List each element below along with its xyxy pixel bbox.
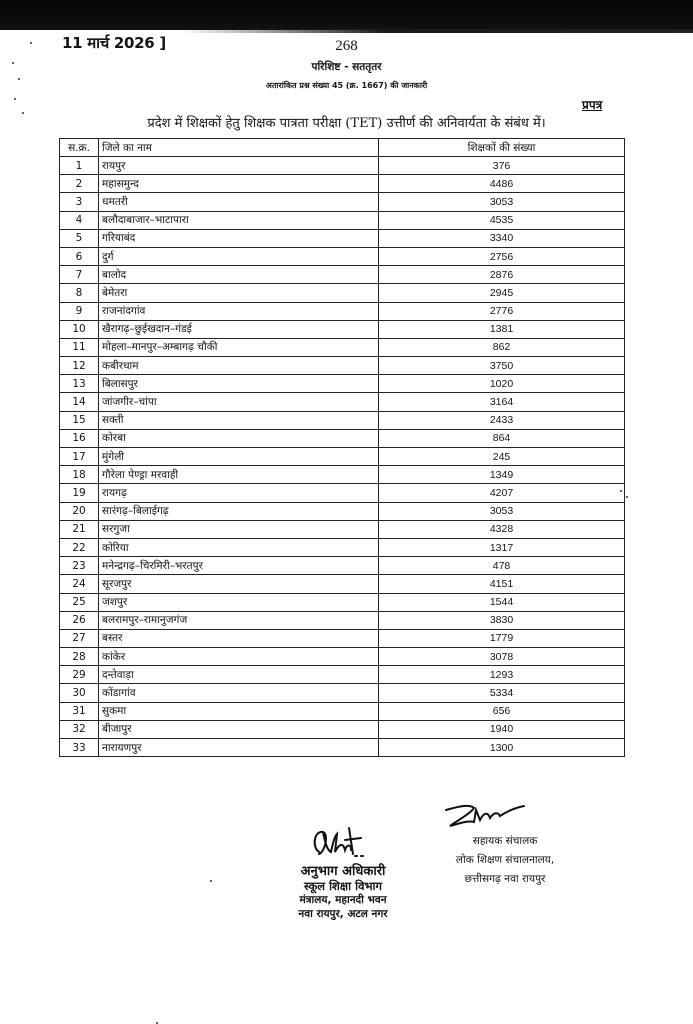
row-district-name: महासमुन्द	[99, 175, 379, 193]
table-row	[60, 557, 625, 575]
row-district-name: बीजापुर	[99, 720, 379, 738]
row-serial: 25	[60, 593, 99, 611]
row-district-name: बालोद	[99, 266, 379, 284]
row-serial: 23	[60, 557, 99, 575]
row-serial: 5	[60, 229, 99, 247]
table-row	[60, 375, 625, 393]
table-row	[60, 502, 625, 520]
document-heading: प्रदेश में शिक्षकों हेतु शिक्षक पात्रता परीक्षा (TET) उत्तीर्ण की अनिवार्यता के संबंध में।	[147, 116, 546, 131]
row-serial: 17	[60, 448, 99, 466]
row-district-name: मोहला–मानपुर–अम्बागढ़ चौकी	[99, 338, 379, 356]
row-district-name: नारायणपुर	[99, 739, 379, 757]
table-row	[60, 593, 625, 611]
row-teacher-count: 4486	[379, 175, 625, 193]
row-district-name: दन्तेवाड़ा	[99, 666, 379, 684]
signatory-right-office: लोक शिक्षण संचालनालय,	[455, 854, 555, 866]
table-row	[60, 338, 625, 356]
row-district-name: सरगुजा	[99, 520, 379, 538]
form-label: प्रपत्र	[582, 98, 603, 112]
row-teacher-count: 376	[379, 157, 625, 175]
row-serial: 31	[60, 702, 99, 720]
scan-speck	[620, 490, 622, 492]
row-serial: 6	[60, 247, 99, 265]
row-district-name: बेमेतरा	[99, 284, 379, 302]
row-serial: 20	[60, 502, 99, 520]
col-header-count: शिक्षकों की संख्या	[379, 139, 625, 157]
row-serial: 16	[60, 429, 99, 447]
row-serial: 7	[60, 266, 99, 284]
row-teacher-count: 2756	[379, 247, 625, 265]
scan-dark-band	[0, 0, 693, 30]
signatory-right-city: छत्तीसगढ़ नवा रायपुर	[464, 873, 546, 885]
row-district-name: जांजगीर–चांपा	[99, 393, 379, 411]
table-row	[60, 157, 625, 175]
gazette-date: 11 मार्च 2026 ]	[62, 34, 166, 52]
row-serial: 28	[60, 648, 99, 666]
table-row	[60, 302, 625, 320]
signatory-right-block	[430, 832, 580, 889]
row-district-name: बलौदाबाजार–भाटापारा	[99, 211, 379, 229]
scan-speck	[12, 62, 14, 64]
signature-right	[440, 800, 530, 836]
signatory-left-block	[278, 865, 408, 921]
row-teacher-count: 656	[379, 702, 625, 720]
table-row	[60, 247, 625, 265]
row-district-name: सुकमा	[99, 702, 379, 720]
table-row	[60, 648, 625, 666]
row-district-name: कबीरधाम	[99, 357, 379, 375]
row-serial: 27	[60, 629, 99, 647]
table-header-row	[60, 139, 625, 157]
row-teacher-count: 3078	[379, 648, 625, 666]
row-district-name: कांकेर	[99, 648, 379, 666]
row-district-name: बस्तर	[99, 629, 379, 647]
row-serial: 22	[60, 538, 99, 556]
row-serial: 24	[60, 575, 99, 593]
table-row	[60, 193, 625, 211]
row-serial: 33	[60, 739, 99, 757]
row-teacher-count: 1381	[379, 320, 625, 338]
table-row	[60, 284, 625, 302]
row-teacher-count: 2433	[379, 411, 625, 429]
row-district-name: धमतरी	[99, 193, 379, 211]
row-serial: 14	[60, 393, 99, 411]
scan-speck	[22, 112, 24, 114]
question-reference: अतारांकित प्रश्न संख्या 45 (क्र. 1667) की जानकारी	[265, 81, 428, 90]
row-serial: 29	[60, 666, 99, 684]
row-teacher-count: 3164	[379, 393, 625, 411]
table-row	[60, 175, 625, 193]
table-row	[60, 739, 625, 757]
row-serial: 32	[60, 720, 99, 738]
row-serial: 30	[60, 684, 99, 702]
row-teacher-count: 1779	[379, 629, 625, 647]
table-row	[60, 320, 625, 338]
row-teacher-count: 4151	[379, 575, 625, 593]
row-district-name: खैरागढ़–छुईखदान–गंडई	[99, 320, 379, 338]
table-row	[60, 393, 625, 411]
row-serial: 4	[60, 211, 99, 229]
col-header-district: जिले का नाम	[99, 139, 379, 157]
row-district-name: रायगढ़	[99, 484, 379, 502]
row-serial: 19	[60, 484, 99, 502]
row-teacher-count: 3340	[379, 229, 625, 247]
table-row	[60, 211, 625, 229]
col-header-serial: स.क्र.	[60, 139, 99, 157]
row-district-name: जशपुर	[99, 593, 379, 611]
table-row	[60, 629, 625, 647]
table-row	[60, 520, 625, 538]
row-teacher-count: 1317	[379, 538, 625, 556]
row-district-name: मुंगेली	[99, 448, 379, 466]
row-district-name: बिलासपुर	[99, 375, 379, 393]
table-row	[60, 611, 625, 629]
signature-left	[305, 822, 375, 864]
scan-speck	[18, 78, 20, 80]
row-teacher-count: 1293	[379, 666, 625, 684]
signatory-left-office: मंत्रालय, महानदी भवन	[299, 894, 387, 906]
table-row	[60, 684, 625, 702]
row-teacher-count: 1020	[379, 375, 625, 393]
appendix-title: परिशिष्ट - सततृतर	[311, 61, 382, 73]
table-body	[60, 157, 625, 757]
table-row	[60, 229, 625, 247]
row-district-name: दुर्ग	[99, 247, 379, 265]
table-row	[60, 466, 625, 484]
row-teacher-count: 1300	[379, 739, 625, 757]
signatory-left-designation: अनुभाग अधिकारी	[300, 864, 386, 879]
row-teacher-count: 1544	[379, 593, 625, 611]
row-teacher-count: 4328	[379, 520, 625, 538]
row-teacher-count: 864	[379, 429, 625, 447]
row-serial: 2	[60, 175, 99, 193]
signatory-right-designation: सहायक संचालक	[472, 835, 538, 847]
row-district-name: कोरबा	[99, 429, 379, 447]
table-row	[60, 484, 625, 502]
table-row	[60, 720, 625, 738]
page-number: 268	[335, 38, 358, 54]
signatory-left-department: स्कूल शिक्षा विभाग	[303, 879, 383, 893]
scan-speck	[210, 880, 212, 882]
row-teacher-count: 862	[379, 338, 625, 356]
row-teacher-count: 478	[379, 557, 625, 575]
row-district-name: सक्ती	[99, 411, 379, 429]
row-district-name: कोंडागांव	[99, 684, 379, 702]
row-district-name: गौरेला पेण्ड्रा मरवाही	[99, 466, 379, 484]
row-serial: 8	[60, 284, 99, 302]
row-serial: 9	[60, 302, 99, 320]
district-teacher-table	[59, 138, 625, 757]
row-teacher-count: 1349	[379, 466, 625, 484]
row-district-name: रायपुर	[99, 157, 379, 175]
scan-speck	[30, 42, 32, 44]
row-serial: 13	[60, 375, 99, 393]
row-serial: 12	[60, 357, 99, 375]
scan-speck	[14, 98, 16, 100]
row-teacher-count: 4207	[379, 484, 625, 502]
row-teacher-count: 5334	[379, 684, 625, 702]
row-teacher-count: 2876	[379, 266, 625, 284]
row-serial: 21	[60, 520, 99, 538]
row-serial: 15	[60, 411, 99, 429]
row-teacher-count: 3750	[379, 357, 625, 375]
signatory-left-city: नवा रायपुर, अटल नगर	[298, 908, 388, 920]
row-teacher-count: 2945	[379, 284, 625, 302]
table-row	[60, 666, 625, 684]
row-teacher-count: 3053	[379, 502, 625, 520]
table-row	[60, 575, 625, 593]
scan-speck	[626, 496, 628, 498]
row-serial: 26	[60, 611, 99, 629]
row-district-name: सूरजपुर	[99, 575, 379, 593]
row-teacher-count: 4535	[379, 211, 625, 229]
row-teacher-count: 2776	[379, 302, 625, 320]
row-district-name: सारंगढ़–बिलाईगढ़	[99, 502, 379, 520]
row-serial: 10	[60, 320, 99, 338]
row-district-name: गरियाबंद	[99, 229, 379, 247]
row-teacher-count: 3830	[379, 611, 625, 629]
row-teacher-count: 245	[379, 448, 625, 466]
row-teacher-count: 1940	[379, 720, 625, 738]
table-row	[60, 702, 625, 720]
row-serial: 3	[60, 193, 99, 211]
table-row	[60, 429, 625, 447]
row-district-name: राजनांदगांव	[99, 302, 379, 320]
row-serial: 18	[60, 466, 99, 484]
row-district-name: कोरिया	[99, 538, 379, 556]
row-serial: 1	[60, 157, 99, 175]
row-serial: 11	[60, 338, 99, 356]
row-district-name: मनेन्द्रगढ़–चिरमिरी–भरतपुर	[99, 557, 379, 575]
table-row	[60, 411, 625, 429]
table-row	[60, 266, 625, 284]
table-row	[60, 448, 625, 466]
table-row	[60, 357, 625, 375]
row-teacher-count: 3053	[379, 193, 625, 211]
row-district-name: बलरामपुर–रामानुजगंज	[99, 611, 379, 629]
table-row	[60, 538, 625, 556]
